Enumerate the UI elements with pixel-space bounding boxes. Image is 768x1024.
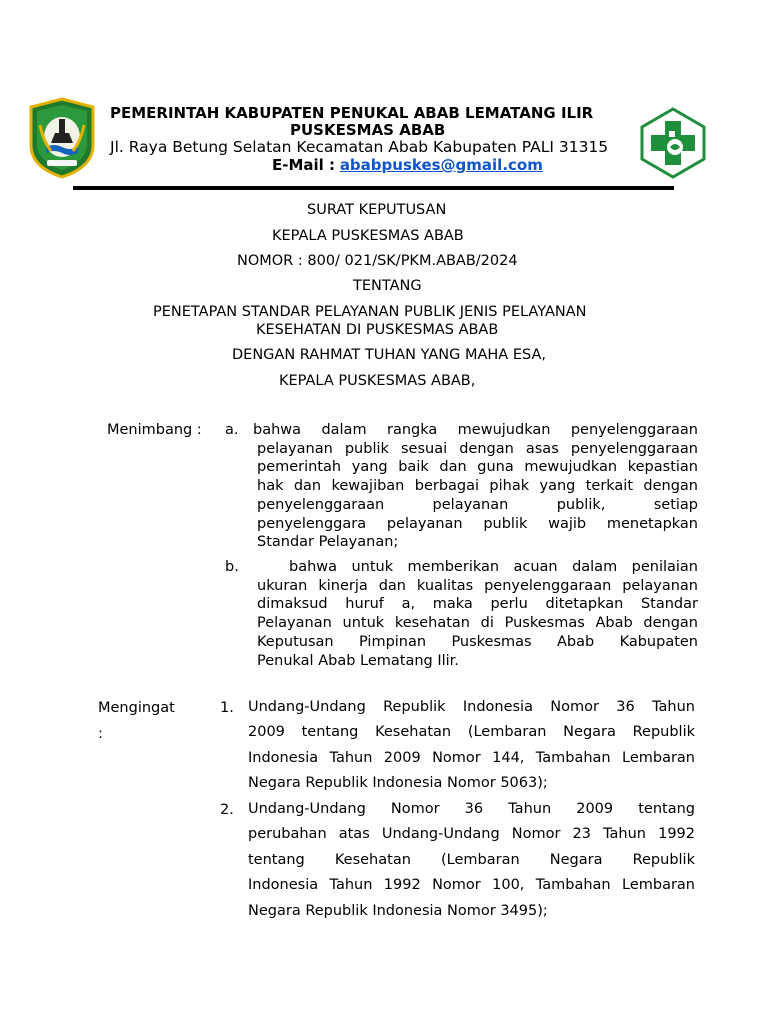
text-line: tentang Kesehatan (Lembaran Negara Republik (248, 851, 695, 868)
doc-number: NOMOR : 800/ 021/SK/PKM.ABAB/2024 (237, 253, 518, 269)
split-part: pelayanan (432, 496, 509, 513)
header-address: Jl. Raya Betung Selatan Kecamatan Abab Kabupaten PALI 31315 (110, 138, 609, 156)
text-line: hak dan kewajiban berbagai pihak yang terkait dengan (257, 478, 698, 495)
doc-subject-line2: KESEHATAN DI PUSKESMAS ABAB (256, 322, 499, 338)
email-label: E-Mail : (272, 156, 336, 174)
split-line (257, 496, 698, 515)
text-line: bahwa untuk memberikan acuan dalam penilaian (289, 559, 698, 575)
doc-official-line: KEPALA PUSKESMAS ABAB, (279, 373, 476, 389)
menimbang-a-marker: a. (225, 422, 239, 438)
doc-subject-line1: PENETAPAN STANDAR PELAYANAN PUBLIK JENIS PELAYANAN (153, 304, 587, 320)
mengingat-item-1-marker: 1. (220, 700, 234, 716)
header-puskesmas-name: PUSKESMAS ABAB (290, 121, 446, 139)
text-line: Negara Republik Indonesia Nomor 5063); (248, 775, 548, 792)
text-line: Indonesia Tahun 1992 Nomor 100, Tambahan Lembaran (248, 877, 695, 894)
menimbang-a-text (253, 421, 698, 552)
doc-type: SURAT KEPUTUSAN (307, 202, 447, 218)
text-line: Standar Pelayanan; (257, 534, 399, 551)
text-line (253, 496, 698, 515)
text-line: Undang-Undang Nomor 36 Tahun 2009 tentang (248, 801, 695, 817)
text-line: perubahan atas Undang-Undang Nomor 23 Tahun 1992 (248, 826, 695, 843)
text-line: Keputusan Pimpinan Puskesmas Abab Kabupaten (257, 633, 698, 650)
split-part: penyelenggaraan (257, 496, 385, 513)
doc-opening-line: DENGAN RAHMAT TUHAN YANG MAHA ESA, (232, 347, 546, 363)
doc-about-label: TENTANG (353, 278, 422, 294)
text-line: bahwa dalam rangka mewujudkan penyelenggaraan (253, 422, 698, 438)
text-line: Pelayanan untuk kesehatan di Puskesmas Abab dengan (257, 615, 698, 632)
mengingat-item-2-marker: 2. (220, 802, 234, 818)
split-part: setiap (653, 496, 698, 513)
text-line: Negara Republik Indonesia Nomor 3495); (248, 902, 548, 919)
menimbang-b-text (257, 558, 698, 670)
header-government-name: PEMERINTAH KABUPATEN PENUKAL ABAB LEMATANG ILIR (110, 104, 594, 122)
mengingat-item-2-text (248, 797, 695, 924)
doc-issuer: KEPALA PUSKESMAS ABAB (272, 228, 464, 244)
text-line: dimaksud huruf a, maka perlu ditetapkan Standar (257, 596, 698, 613)
mengingat-colon: : (98, 726, 103, 742)
text-line: 2009 tentang Kesehatan (Lembaran Negara Republik (248, 724, 695, 741)
regency-emblem-logo (27, 97, 97, 179)
menimbang-b-marker: b. (225, 559, 239, 575)
puskesmas-logo (639, 107, 707, 179)
text-line: Indonesia Tahun 2009 Nomor 144, Tambahan Lembaran (248, 749, 695, 766)
mengingat-label: Mengingat (98, 700, 175, 716)
text-line: Undang-Undang Republik Indonesia Nomor 36 Tahun (248, 699, 695, 715)
text-line: pelayanan publik sesuai dengan asas penyelenggaraan (257, 440, 698, 457)
text-line: pemerintah yang baik dan guna mewujudkan kepastian (257, 459, 698, 476)
text-line: penyelenggara pelayanan publik wajib menetapkan (257, 515, 698, 532)
text-line: Penukal Abab Lematang Ilir. (257, 652, 459, 669)
text-line: ukuran kinerja dan kualitas penyelenggaraan pelayanan (257, 577, 698, 594)
menimbang-label: Menimbang : (107, 422, 202, 438)
email-link[interactable]: ababpuskes@gmail.com (339, 156, 543, 174)
mengingat-item-1-text (248, 695, 695, 797)
split-part: publik, (556, 496, 606, 513)
header-divider (73, 186, 674, 190)
header-email-line (272, 156, 543, 174)
